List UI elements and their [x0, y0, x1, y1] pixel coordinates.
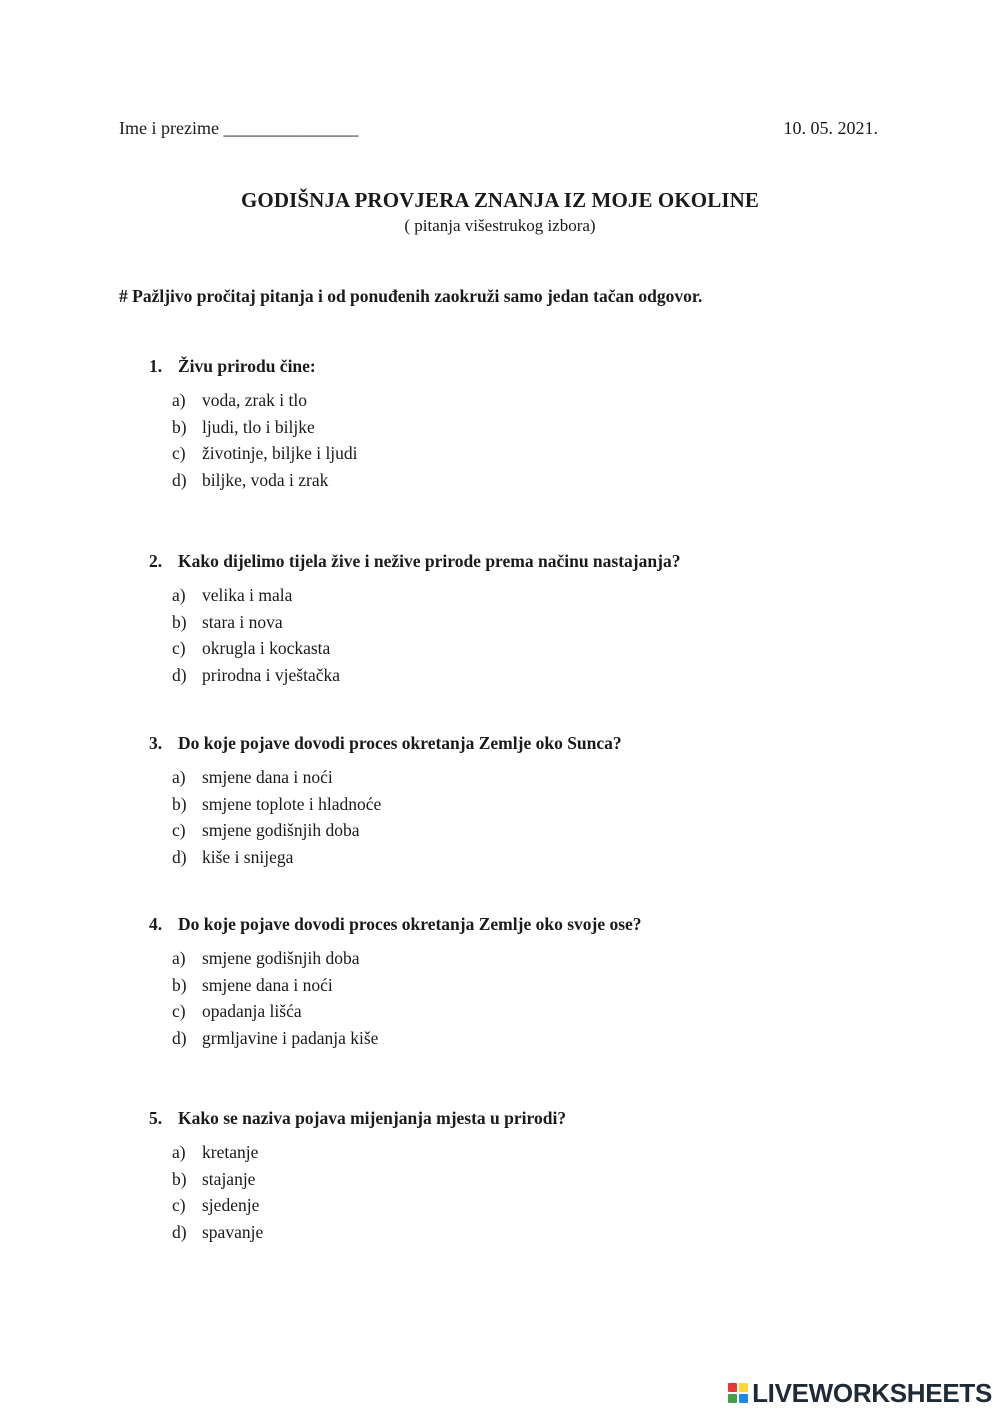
option-b[interactable] — [172, 793, 622, 820]
option-text: ljudi, tlo i biljke — [202, 416, 315, 437]
option-text: smjene dana i noći — [202, 767, 333, 787]
question-number: 5. — [149, 1108, 163, 1128]
option-letter: c) — [172, 1195, 186, 1216]
option-letter: c) — [172, 638, 186, 659]
option-b[interactable] — [172, 611, 680, 638]
option-text: stara i nova — [202, 611, 283, 632]
option-d[interactable] — [172, 1221, 566, 1248]
option-text: kiše i snijega — [202, 846, 294, 867]
option-text: grmljavine i padanja kiše — [202, 1027, 379, 1048]
question-number: 1. — [149, 356, 163, 376]
option-letter: b) — [172, 974, 187, 995]
option-a[interactable] — [172, 584, 680, 611]
logo-icon — [728, 1383, 748, 1403]
option-text: sjedenje — [202, 1195, 260, 1216]
question-number: 4. — [149, 914, 163, 934]
option-letter: d) — [172, 469, 187, 490]
option-a[interactable] — [172, 389, 358, 416]
logo-square-yellow — [739, 1383, 748, 1392]
question-1 — [149, 356, 358, 495]
date: 10. 05. 2021. — [783, 118, 878, 138]
option-d[interactable] — [172, 1027, 642, 1054]
option-letter: b) — [172, 1168, 187, 1189]
option-text: voda, zrak i tlo — [202, 390, 307, 410]
liveworksheets-logo — [728, 1379, 992, 1407]
option-list — [172, 1141, 566, 1247]
option-list — [172, 584, 680, 690]
option-list — [172, 766, 622, 872]
option-text: spavanje — [202, 1221, 264, 1242]
question-number: 3. — [149, 733, 163, 753]
question-3 — [149, 733, 622, 872]
question-2 — [149, 551, 680, 690]
option-letter: c) — [172, 443, 186, 464]
option-letter: a) — [172, 767, 186, 787]
option-letter: d) — [172, 846, 187, 867]
option-letter: d) — [172, 1027, 187, 1048]
option-text: smjene godišnjih doba — [202, 820, 360, 841]
option-letter: d) — [172, 664, 187, 685]
question-text: Do koje pojave dovodi proces okretanja Zemlje oko svoje ose? — [178, 914, 642, 934]
option-letter: a) — [172, 1142, 186, 1162]
question-title — [149, 733, 622, 754]
option-c[interactable] — [172, 819, 622, 846]
option-letter: b) — [172, 611, 187, 632]
option-letter: b) — [172, 416, 187, 437]
option-c[interactable] — [172, 637, 680, 664]
option-b[interactable] — [172, 1168, 566, 1195]
question-title — [149, 356, 358, 377]
option-text: opadanja lišća — [202, 1001, 302, 1022]
option-text: smjene dana i noći — [202, 974, 333, 995]
option-text: biljke, voda i zrak — [202, 469, 329, 490]
logo-square-green — [728, 1394, 737, 1403]
question-text: Kako se naziva pojava mijenjanja mjesta u prirodi? — [178, 1108, 567, 1128]
question-title — [149, 914, 642, 935]
option-letter: c) — [172, 1001, 186, 1022]
logo-square-red — [728, 1383, 737, 1392]
option-letter: c) — [172, 820, 186, 841]
option-text: životinje, biljke i ljudi — [202, 443, 358, 464]
option-a[interactable] — [172, 1141, 566, 1168]
option-letter: a) — [172, 390, 186, 410]
option-text: kretanje — [202, 1142, 259, 1162]
page-title: GODIŠNJA PROVJERA ZNANJA IZ MOJE OKOLINE — [241, 188, 759, 212]
name-field-label: Ime i prezime _______________ — [119, 118, 359, 138]
option-text: smjene godišnjih doba — [202, 948, 360, 968]
option-letter: d) — [172, 1221, 187, 1242]
option-text: stajanje — [202, 1168, 256, 1189]
logo-text: LIVEWORKSHEETS — [752, 1377, 992, 1408]
option-letter: a) — [172, 948, 186, 968]
question-text: Živu prirodu čine: — [178, 356, 316, 376]
question-4 — [149, 914, 642, 1053]
logo-square-blue — [739, 1394, 748, 1403]
option-b[interactable] — [172, 974, 642, 1001]
question-5 — [149, 1108, 566, 1247]
option-a[interactable] — [172, 766, 622, 793]
question-number: 2. — [149, 551, 163, 571]
option-text: okrugla i kockasta — [202, 638, 331, 659]
option-c[interactable] — [172, 1000, 642, 1027]
option-text: velika i mala — [202, 585, 293, 605]
instruction: # Pažljivo pročitaj pitanja i od ponuđenih zaokruži samo jedan tačan odgovor. — [119, 286, 703, 306]
option-a[interactable] — [172, 947, 642, 974]
question-title — [149, 1108, 566, 1129]
option-text: smjene toplote i hladnoće — [202, 793, 382, 814]
option-letter: b) — [172, 793, 187, 814]
question-title — [149, 551, 680, 572]
option-letter: a) — [172, 585, 186, 605]
option-d[interactable] — [172, 846, 622, 873]
page-subtitle: ( pitanja višestrukog izbora) — [404, 216, 596, 235]
question-text: Kako dijelimo tijela žive i nežive prirode prema načinu nastajanja? — [178, 551, 681, 571]
option-d[interactable] — [172, 469, 358, 496]
option-text: prirodna i vještačka — [202, 664, 341, 685]
option-b[interactable] — [172, 416, 358, 443]
question-text: Do koje pojave dovodi proces okretanja Zemlje oko Sunca? — [178, 733, 622, 753]
option-c[interactable] — [172, 1194, 566, 1221]
option-list — [172, 389, 358, 495]
option-d[interactable] — [172, 664, 680, 691]
option-c[interactable] — [172, 442, 358, 469]
option-list — [172, 947, 642, 1053]
